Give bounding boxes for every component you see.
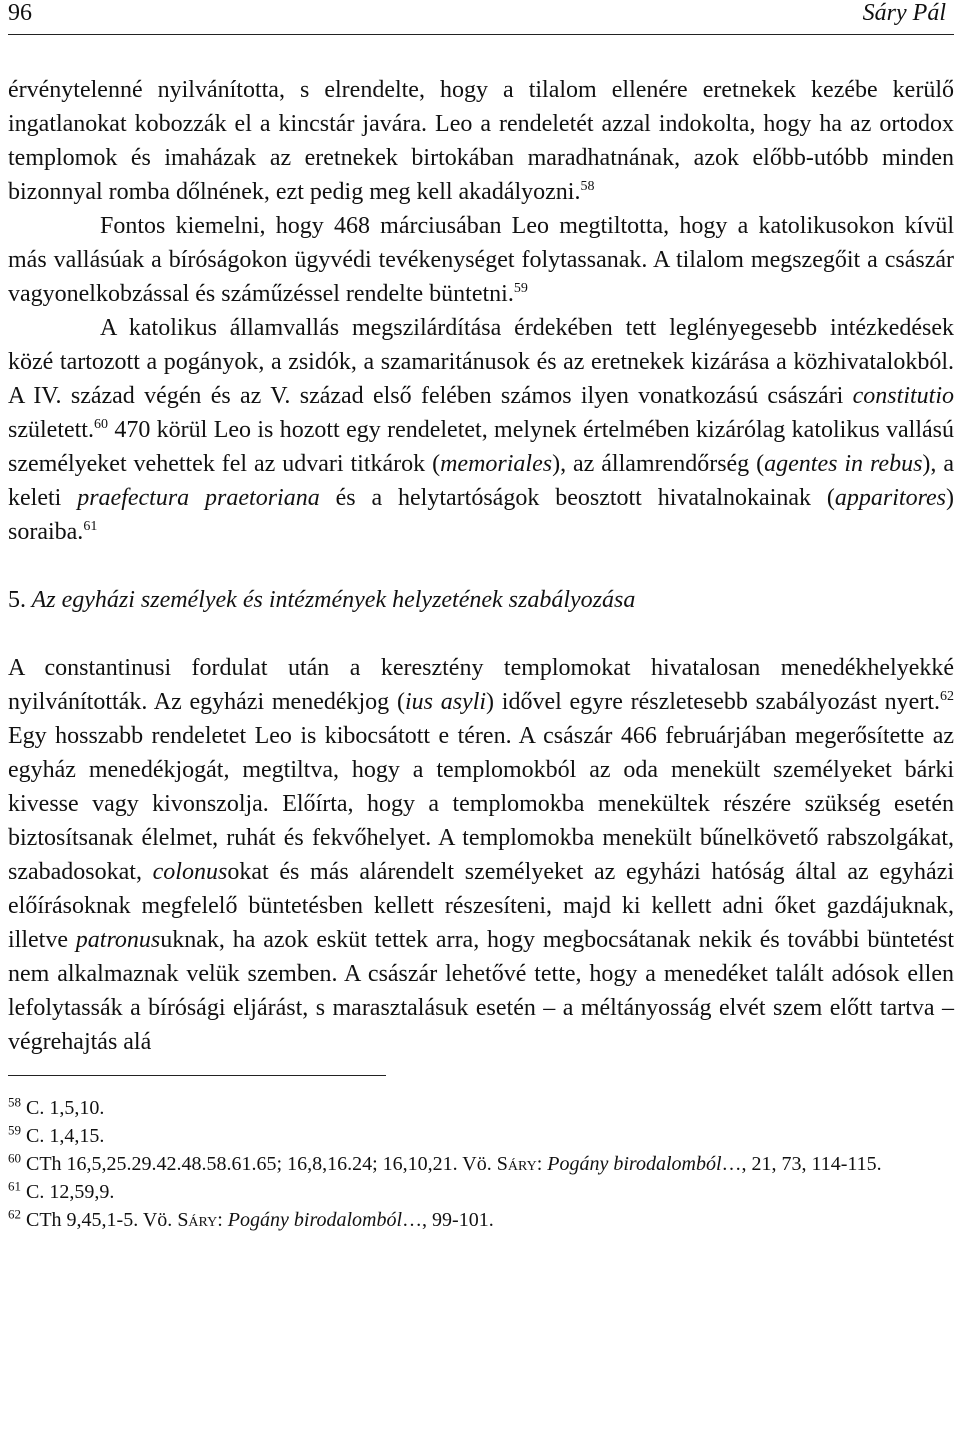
text-run: …, 21, 73, 114-115. bbox=[721, 1153, 882, 1175]
footnote-marker: 61 bbox=[8, 1178, 21, 1194]
text-run: ) soraiba. bbox=[8, 485, 955, 545]
author-name: Sáry bbox=[496, 1153, 537, 1175]
text-run: uknak, ha azok esküt tettek arra, hogy megbocsátanak nekik és további büntetést nem alkalmaznak velük szemben. A császár lehetővé tette, hogy a menedéket talált adósok ellen lefolytassák a bírósági eljárást, s marasztalásuk esetén – a méltányosság elvét szem előtt tartva – végrehajtás alá bbox=[8, 927, 954, 1055]
running-title: Sáry Pál bbox=[862, 0, 946, 26]
text-run: CTh 9,45,1-5. Vö. bbox=[21, 1209, 178, 1231]
page-header bbox=[8, 0, 954, 35]
text-run: : bbox=[536, 1153, 548, 1175]
italic-text: Pogány birodalomból bbox=[227, 1209, 403, 1231]
italic-text: constitutio bbox=[852, 383, 954, 409]
text-run: Egy hosszabb rendeletet Leo is kibocsátott e téren. A császár 466 februárjában megerősítette az egyház menedékjogát, megtiltva, hogy a templomokból az oda menekült személyeket bárki kivesse vagy kivonszolja. Előírta, hogy a templomokba menekültek részére szükség esetén biztosítsanak élelmet, ruhát és fekvőhelyet. A templomokba menekült bűnelkövető rabszolgákat, szabadosokat, bbox=[8, 723, 954, 885]
footnote bbox=[8, 1094, 954, 1122]
footnote-marker: 61 bbox=[83, 519, 98, 534]
text-run: A constantinusi fordulat után a keresztény templomokat hivatalosan menedékhelyekké nyilvánították. Az egyházi menedékjog ( bbox=[8, 655, 954, 715]
footnote bbox=[8, 1150, 954, 1178]
page-number: 96 bbox=[8, 0, 32, 26]
italic-text: colonus bbox=[152, 859, 228, 885]
text-run: ) idővel egyre részletesebb szabályozást nyert. bbox=[486, 689, 940, 715]
footnote-marker: 60 bbox=[93, 417, 108, 432]
italic-text: Pogány birodalomból bbox=[547, 1153, 722, 1175]
footnote bbox=[8, 1206, 954, 1234]
section-heading bbox=[8, 583, 954, 617]
footnote-marker: 59 bbox=[513, 281, 528, 296]
italic-text: apparitores bbox=[834, 485, 947, 511]
footnote-marker: 62 bbox=[940, 689, 954, 704]
text-run: született. bbox=[8, 417, 94, 443]
body-text bbox=[8, 73, 954, 1059]
italic-text: patronus bbox=[75, 927, 161, 953]
footnote bbox=[8, 1122, 954, 1150]
text-run: C. 1,5,10. bbox=[21, 1097, 105, 1119]
text-run: CTh 16,5,25.29.42.48.58.61.65; 16,8,16.24; 16,10,21. Vö. bbox=[21, 1153, 497, 1175]
text-run: ), az államrendőrség ( bbox=[552, 451, 765, 477]
document-page bbox=[8, 0, 954, 1234]
italic-text: ius asyli bbox=[404, 689, 487, 715]
footnote-marker: 62 bbox=[8, 1206, 21, 1222]
text-run: Fontos kiemelni, hogy 468 márciusában Leo megtiltotta, hogy a katolikusokon kívül más vallásúak a bíróságokon ügyvédi tevékenységet folytassanak. A tilalom megszegőit a császár vagyonelkobzással és száműzéssel rendelte büntetni. bbox=[8, 213, 954, 307]
text-run: okat és más alárendelt személyeket az egyházi hatóság által az egyházi előírásoknak megfelelő büntetésben kellett részesíteni, majd ki kellett adni őket gazdájuknak, illetve bbox=[8, 859, 954, 953]
italic-text: agentes in rebus bbox=[764, 451, 923, 477]
section-paragraphs bbox=[8, 651, 954, 1059]
text-run: C. 1,4,15. bbox=[21, 1125, 105, 1147]
text-run: érvénytelenné nyilvánította, s elrendelte, hogy a tilalom ellenére eretnekek kezébe kerülő ingatlanokat kobozzák el a kincstár javára. Leo a rendeletét azzal indokolta, hogy ha az ortodox templomok és imaházak az eretnekek birtokában maradhatnának, azok előbb-utóbb minden bizonnyal romba dőlnének, ezt pedig meg kell akadályozni. bbox=[8, 77, 954, 205]
italic-text: praefectura praetoriana bbox=[77, 485, 320, 511]
author-name: Sáry bbox=[177, 1209, 218, 1231]
text-run: A katolikus államvallás megszilárdítása érdekében tett leglényegesebb intézkedések közé tartozott a pogányok, a zsidók, a szamaritánusok és az eretnekek kizárása a közhivatalokból. A IV. század végén és az V. század első felében számos ilyen vonatkozású császári bbox=[8, 315, 954, 409]
text-run: C. 12,59,9. bbox=[21, 1181, 115, 1203]
paragraph bbox=[8, 209, 954, 311]
text-run: és a helytartóságok beosztott hivatalnokainak ( bbox=[319, 485, 835, 511]
footnote-marker: 58 bbox=[8, 1094, 21, 1110]
paragraph bbox=[8, 73, 954, 209]
footnote-marker: 58 bbox=[580, 179, 595, 194]
section-number: 5. bbox=[8, 587, 26, 613]
text-run: : bbox=[217, 1209, 228, 1231]
paragraph bbox=[8, 311, 954, 549]
footnote-marker: 60 bbox=[8, 1150, 21, 1166]
footnotes bbox=[8, 1094, 954, 1234]
footnote bbox=[8, 1178, 954, 1206]
paragraph bbox=[8, 651, 954, 1059]
footnote-marker: 59 bbox=[8, 1122, 21, 1138]
italic-text: memoriales bbox=[440, 451, 553, 477]
section-title: Az egyházi személyek és intézmények helyzetének szabályozása bbox=[31, 587, 636, 613]
footnote-separator bbox=[8, 1075, 386, 1076]
text-run: 470 körül Leo is hozott egy rendeletet, melynek értelmében kizárólag katolikus vallású személyeket vehettek fel az udvari titkárok ( bbox=[8, 417, 954, 477]
text-run: ), a keleti bbox=[8, 451, 955, 511]
text-run: …, 99-101. bbox=[402, 1209, 494, 1231]
paragraphs bbox=[8, 73, 954, 549]
